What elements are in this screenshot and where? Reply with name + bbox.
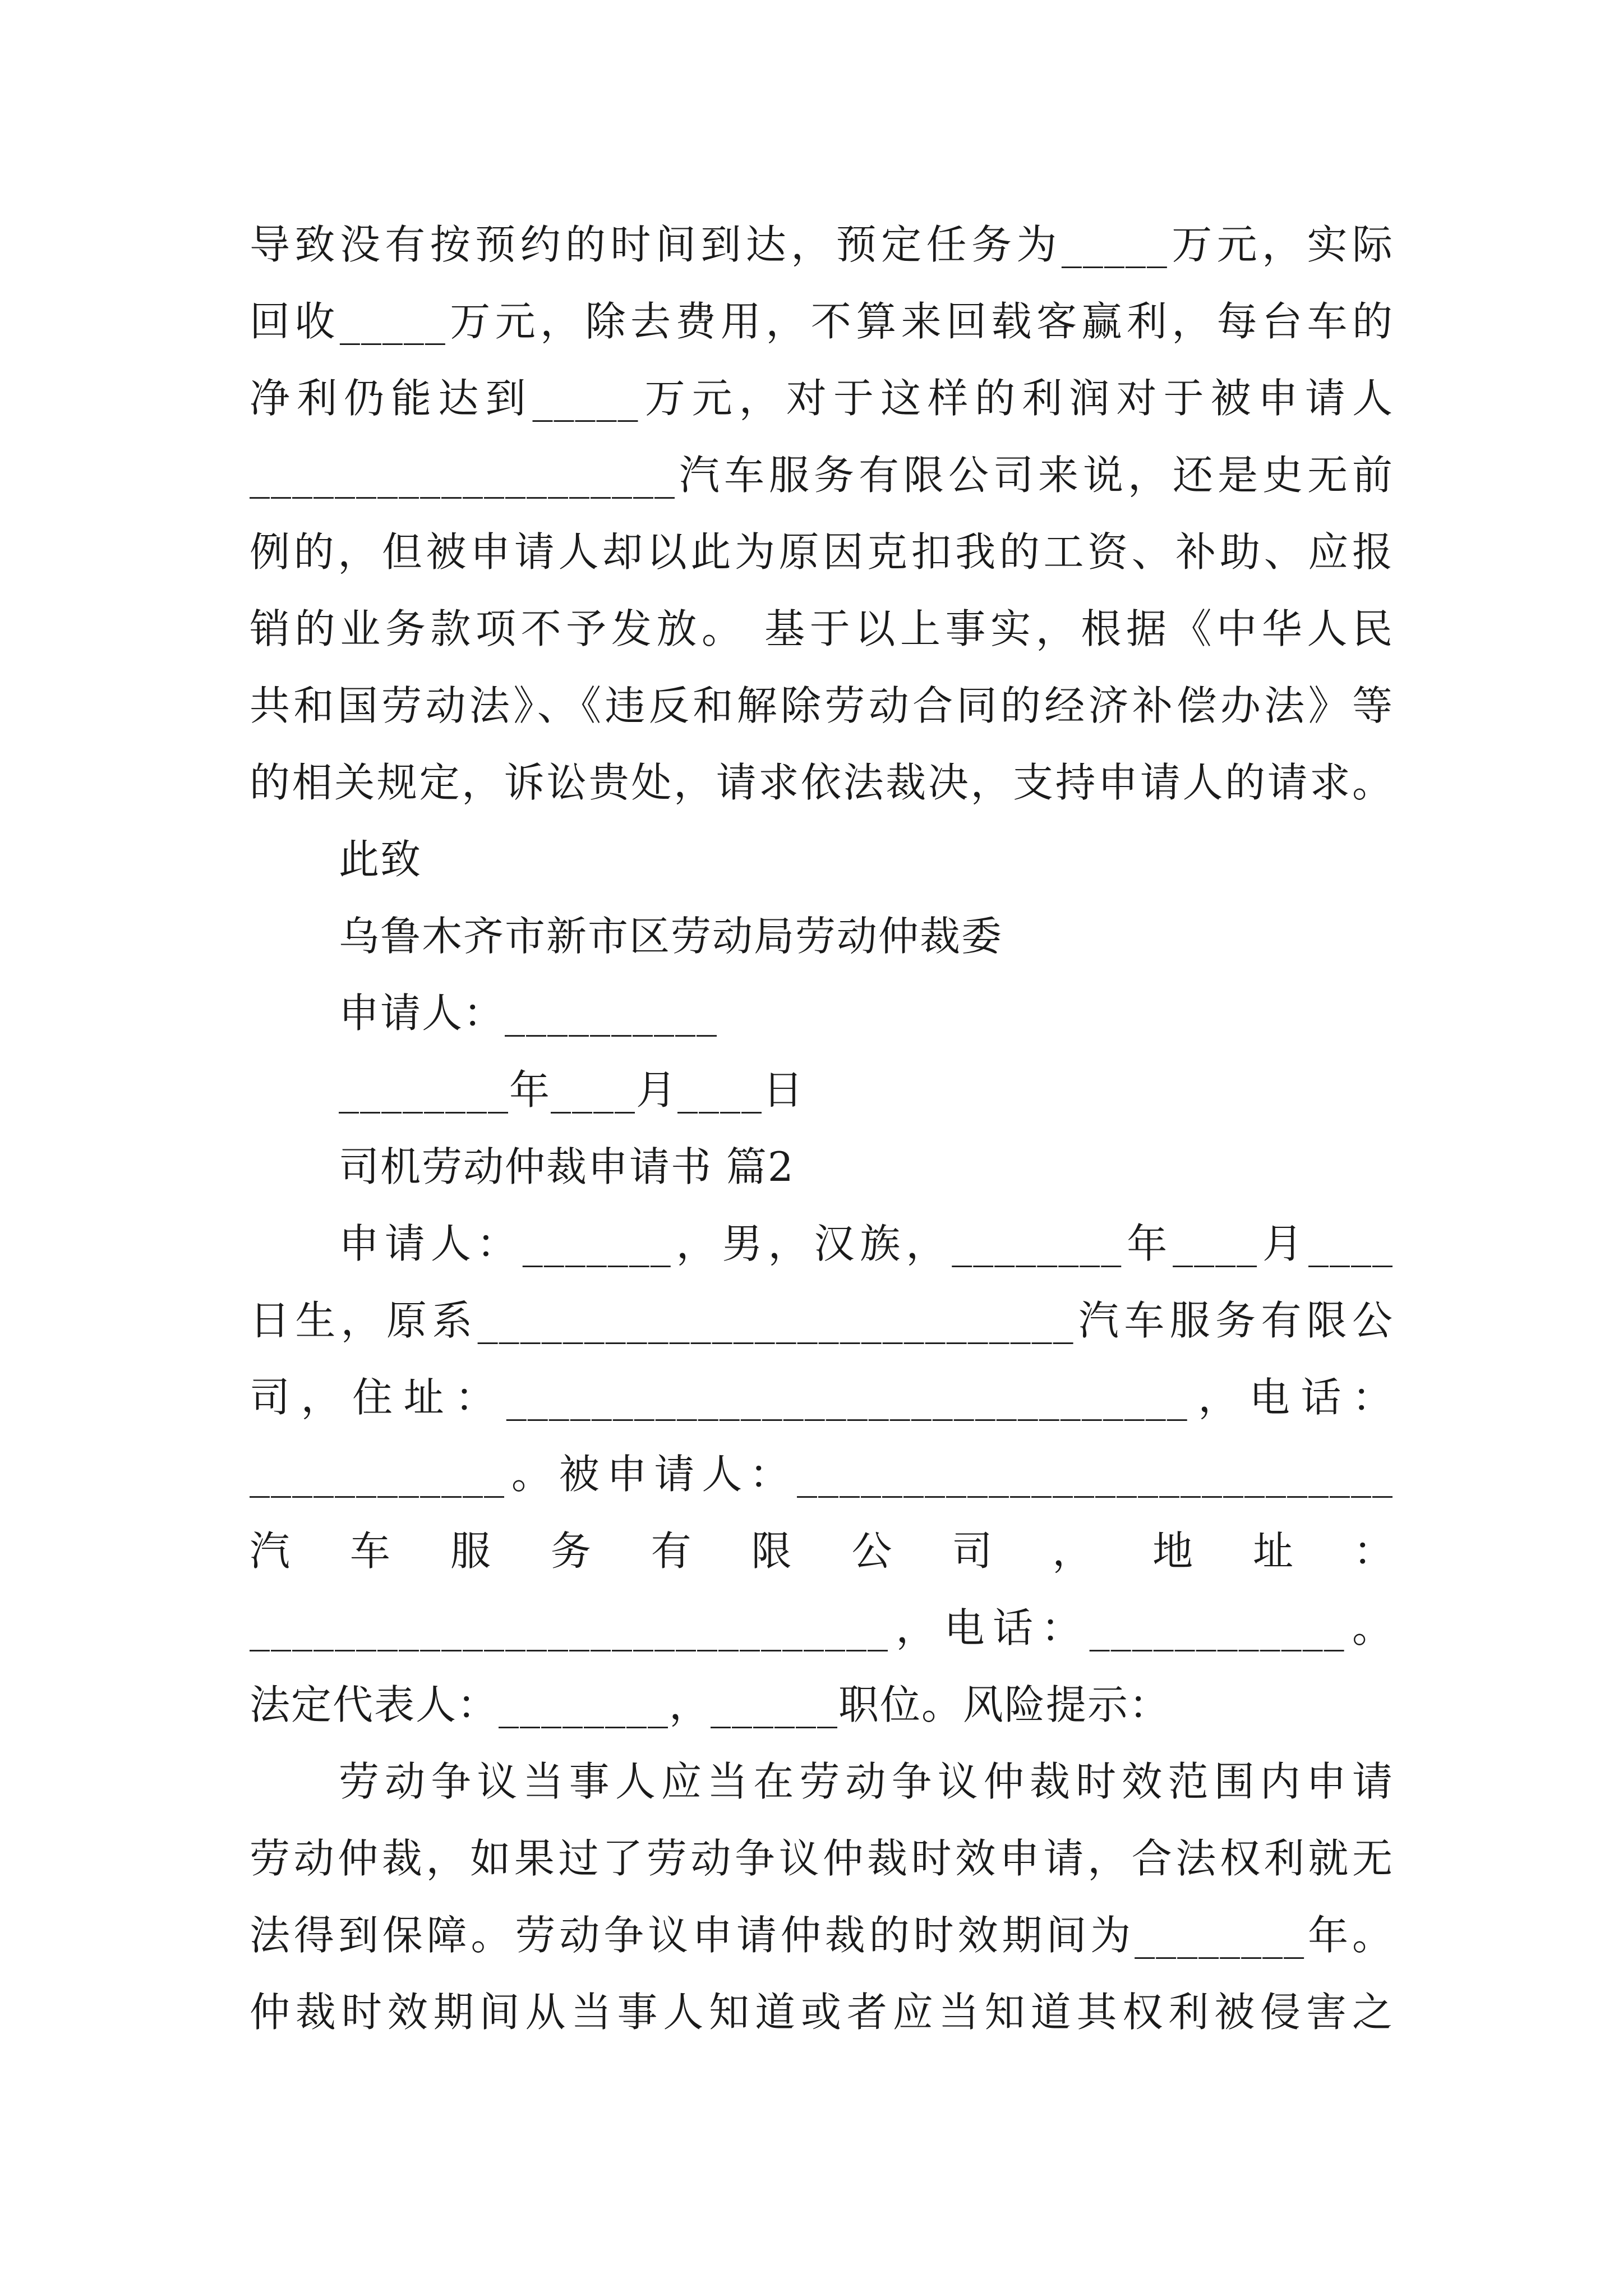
- risk-paragraph-line-1: 劳动争议当事人应当在劳动争议仲裁时效范围内申请: [339, 1758, 1394, 1805]
- section-heading: 司机劳动仲裁申请书 篇2: [339, 1143, 795, 1190]
- risk-paragraph-line-4: 仲裁时效期间从当事人知道或者应当知道其权利被侵害之: [250, 1989, 1394, 2036]
- recipient: 乌鲁木齐市新市区劳动局劳动仲裁委: [339, 913, 1003, 960]
- body-line-2: 回收_____万元，除去费用，不算来回载客赢利，每台车的: [250, 298, 1394, 345]
- respondent-line-1: ____________。被申请人：____________________________: [250, 1451, 1394, 1498]
- body-line-8: 的相关规定，诉讼贵处，请求依法裁决，支持申请人的请求。: [250, 759, 1394, 806]
- body-line-3: 净利仍能达到_____万元，对于这样的利润对于被申请人: [250, 375, 1394, 422]
- applicant-info-line-1: 申请人：_______，男，汉族，________年____月____: [339, 1220, 1394, 1267]
- applicant-sign: 申请人：__________: [339, 990, 718, 1037]
- body-line-1: 导致没有按预约的时间到达，预定任务为_____万元，实际: [250, 221, 1394, 268]
- legal-representative: 法定代表人：________，______职位。风险提示：: [250, 1681, 1171, 1728]
- body-line-7: 共和国劳动法》、《违反和解除劳动合同的经济补偿办法》等: [250, 682, 1394, 729]
- applicant-info-line-3: 司，住址：________________________________，电话：: [250, 1374, 1394, 1421]
- body-line-4: ____________________汽车服务有限公司来说，还是史无前: [250, 452, 1394, 499]
- body-line-6: 销的业务款项不予发放。 基于以上事实，根据《中华人民: [250, 605, 1394, 652]
- date-line: ________年____月____日: [339, 1066, 804, 1114]
- risk-paragraph-line-2: 劳动仲裁，如果过了劳动争议仲裁时效申请，合法权利就无: [250, 1835, 1394, 1882]
- salutation: 此致: [339, 836, 422, 883]
- respondent-line-2: 汽车服务有限公司，地址：: [250, 1527, 1394, 1575]
- body-line-5: 例的，但被申请人却以此为原因克扣我的工资、补助、应报: [250, 528, 1394, 576]
- risk-paragraph-line-3: 法得到保障。劳动争议申请仲裁的时效期间为________年。: [250, 1912, 1394, 1959]
- respondent-line-3: ______________________________，电话：____________。: [250, 1604, 1394, 1651]
- applicant-info-line-2: 日生，原系____________________________汽车服务有限公: [250, 1297, 1394, 1344]
